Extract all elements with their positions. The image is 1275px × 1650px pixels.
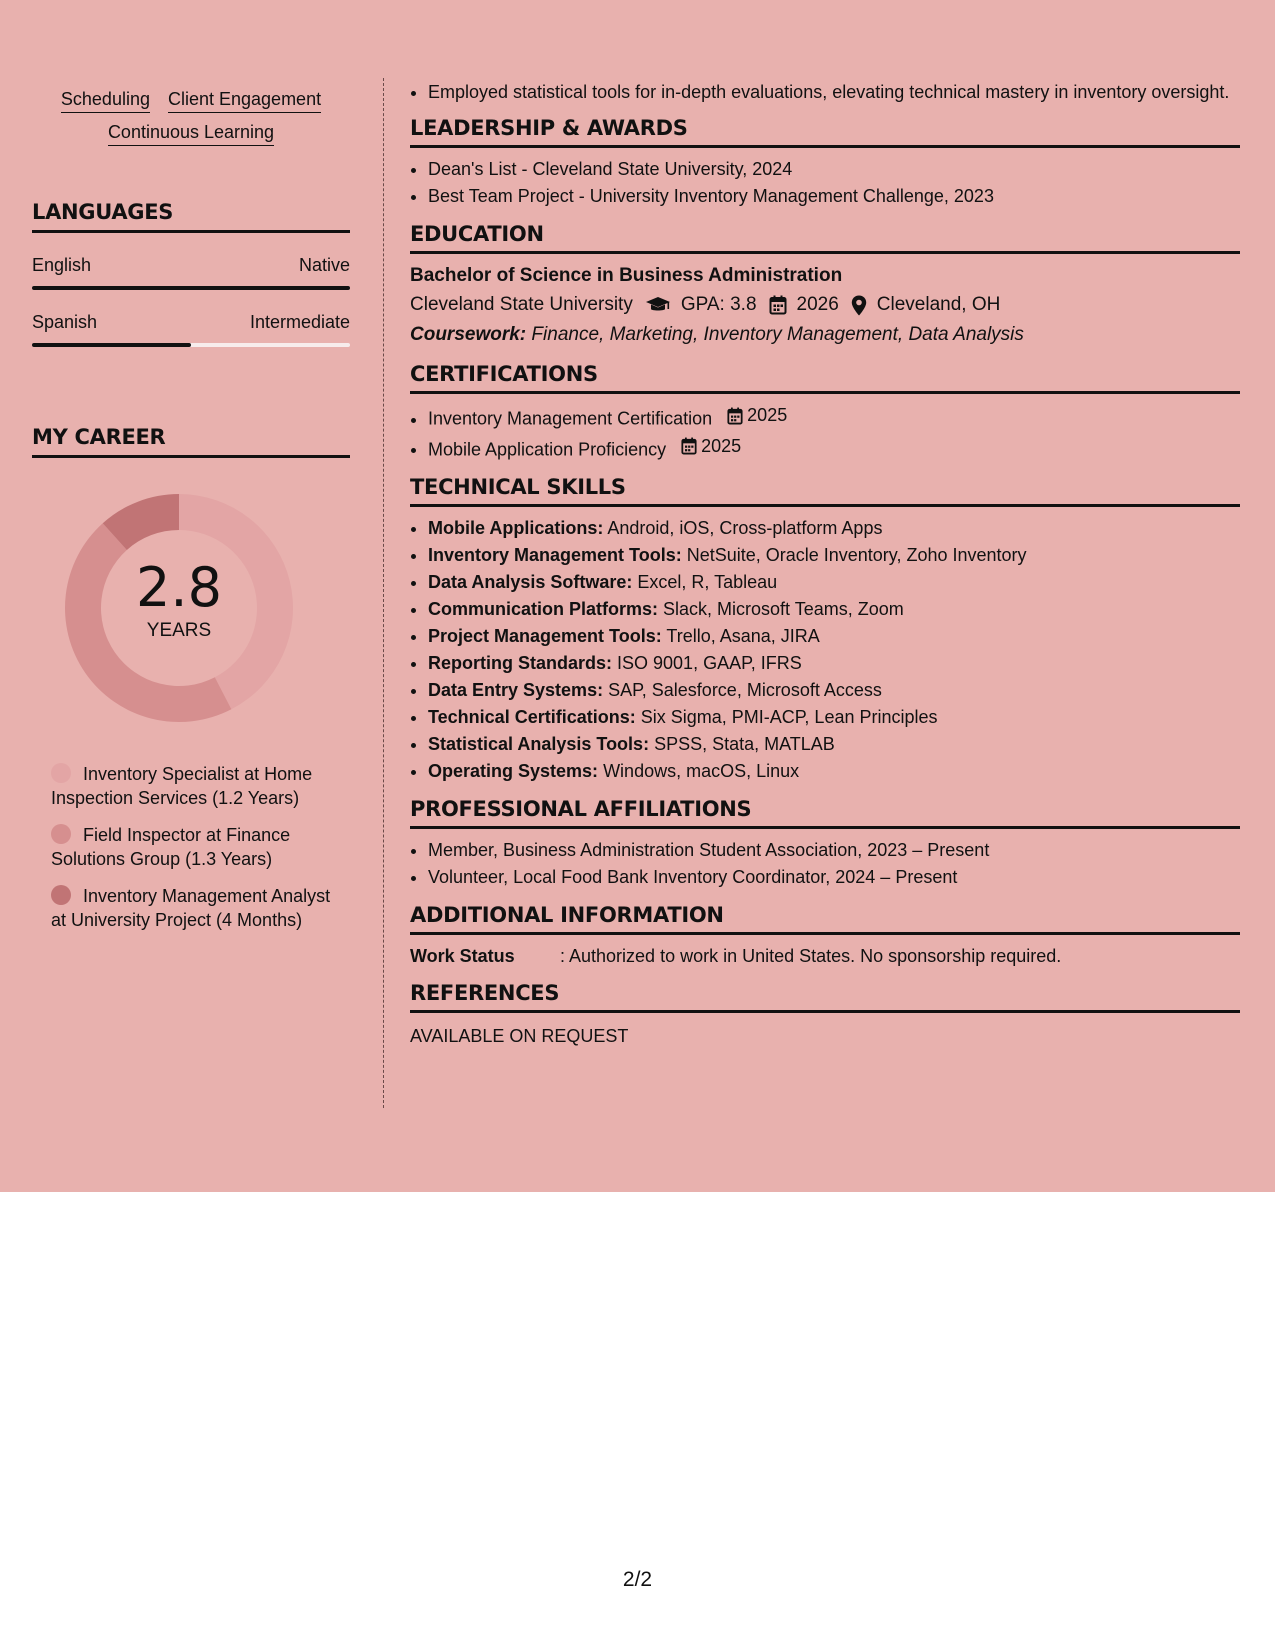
additional-info-section: [410, 903, 1240, 969]
skill-value: Windows, macOS, Linux: [598, 761, 800, 781]
work-status-value: : Authorized to work in United States. No sponsorship required.: [560, 946, 1062, 966]
skill-tag: Client Engagement: [168, 88, 321, 113]
career-role: Inventory Management Analyst at University Project (4 Months): [51, 886, 331, 930]
skill-label: Operating Systems:: [428, 761, 599, 781]
skill-label: Technical Certifications:: [428, 707, 636, 727]
skill-label: Data Analysis Software:: [428, 572, 633, 592]
main-content: [410, 78, 1240, 1049]
column-divider: [383, 78, 384, 1108]
language-item: [32, 255, 350, 290]
skill-value: NetSuite, Oracle Inventory, Zoho Inventory: [681, 545, 1027, 565]
languages-title: LANGUAGES: [32, 200, 350, 233]
gpa: GPA: 3.8: [680, 294, 757, 315]
education-details: [410, 290, 1240, 320]
language-level-fill: [32, 286, 350, 290]
career-legend-item: [51, 823, 341, 871]
legend-dot: [51, 763, 71, 783]
degree-name: Bachelor of Science in Business Administration: [410, 265, 843, 286]
career-title: MY CAREER: [32, 425, 350, 458]
career-legend-item: [51, 884, 341, 932]
skill-tag: Scheduling: [61, 88, 150, 113]
legend-dot: [51, 824, 71, 844]
affiliation-item: • Member, Business Administration Student Association, 2023 – Present: [428, 837, 1240, 864]
award-item: • Dean's List - Cleveland State University, 2024: [428, 156, 1240, 183]
certifications-section: [410, 362, 1240, 463]
coursework: [410, 320, 1240, 350]
language-level-bar: [32, 286, 350, 290]
skill-item: [428, 596, 1240, 623]
affiliations-title: PROFESSIONAL AFFILIATIONS: [410, 797, 1240, 829]
leadership-title: LEADERSHIP & AWARDS: [410, 116, 1240, 148]
skill-item: [428, 704, 1240, 731]
skill-tag: Continuous Learning: [108, 121, 274, 146]
career-total-value: 2.8: [136, 556, 222, 619]
school-name: Cleveland State University: [410, 294, 633, 315]
language-name: English: [32, 255, 92, 275]
work-status-label: Work Status: [410, 946, 515, 966]
career-legend-item: [51, 762, 341, 810]
leadership-section: [410, 116, 1240, 210]
skill-item: [428, 569, 1240, 596]
certification-item: [428, 433, 1240, 464]
certification-year: 2025: [747, 405, 788, 425]
certification-name: Inventory Management Certification: [428, 408, 713, 429]
skill-item: [428, 758, 1240, 785]
skill-item: [428, 542, 1240, 569]
skill-item: [428, 515, 1240, 542]
map-pin-icon: [851, 295, 867, 316]
career-role: Inventory Specialist at Home Inspection Services (1.2 Years): [51, 764, 313, 808]
coursework-label: Coursework:: [410, 324, 527, 345]
skill-label: Statistical Analysis Tools:: [428, 734, 650, 754]
skill-value: SPSS, Stata, MATLAB: [649, 734, 835, 754]
skill-item: [428, 623, 1240, 650]
skill-label: Data Entry Systems:: [428, 680, 604, 700]
affiliations-section: [410, 797, 1240, 891]
references-section: [410, 981, 1240, 1049]
language-level: Native: [298, 255, 350, 275]
skill-value: Excel, R, Tableau: [632, 572, 778, 592]
certifications-title: CERTIFICATIONS: [410, 362, 1240, 394]
skill-label: Project Management Tools:: [428, 626, 662, 646]
calendar-icon: [681, 437, 697, 455]
references-text: AVAILABLE ON REQUEST: [410, 1026, 629, 1046]
skill-value: ISO 9001, GAAP, IFRS: [612, 653, 802, 673]
career-role: Field Inspector at Finance Solutions Group (1.3 Years): [51, 825, 291, 869]
calendar-icon: [769, 295, 787, 315]
skill-label: Communication Platforms:: [428, 599, 659, 619]
skill-value: Slack, Microsoft Teams, Zoom: [658, 599, 904, 619]
award-item: • Best Team Project - University Inventory Management Challenge, 2023: [428, 183, 1240, 210]
coursework-list: Finance, Marketing, Inventory Management, Data Analysis: [526, 324, 1024, 345]
skill-item: [428, 731, 1240, 758]
experience-bullets: [410, 78, 1240, 104]
sidebar: [32, 78, 350, 945]
skill-value: Android, iOS, Cross-platform Apps: [603, 518, 883, 538]
references-title: REFERENCES: [410, 981, 1240, 1013]
language-item: [32, 312, 350, 347]
career-legend: [51, 762, 341, 932]
legend-dot: [51, 885, 71, 905]
skill-value: SAP, Salesforce, Microsoft Access: [603, 680, 882, 700]
language-level: Intermediate: [249, 312, 350, 332]
language-level-fill: [32, 343, 191, 347]
skill-label: Inventory Management Tools:: [428, 545, 682, 565]
certification-item: [428, 402, 1240, 433]
page-number: 2/2: [622, 1568, 653, 1591]
education-title: EDUCATION: [410, 222, 1240, 254]
skill-label: Mobile Applications:: [428, 518, 604, 538]
career-total-unit: YEARS: [146, 620, 212, 641]
language-name: Spanish: [32, 312, 98, 332]
graduation-year: 2026: [796, 294, 839, 315]
career-donut-chart: [59, 488, 299, 728]
graduation-cap-icon: [645, 296, 671, 314]
skill-value: Trello, Asana, JIRA: [661, 626, 820, 646]
skill-label: Reporting Standards:: [428, 653, 613, 673]
education-section: [410, 222, 1240, 350]
skill-item: [428, 650, 1240, 677]
certification-year: 2025: [701, 435, 742, 456]
language-level-bar: [32, 343, 350, 347]
skill-item: [428, 677, 1240, 704]
experience-bullet: • Employed statistical tools for in-depth evaluations, elevating technical mastery in inventory oversight.: [428, 78, 1240, 104]
skills-tags: [32, 78, 350, 146]
work-status: [410, 943, 1240, 969]
skill-value: Six Sigma, PMI-ACP, Lean Principles: [635, 707, 938, 727]
school-location: Cleveland, OH: [876, 294, 1001, 315]
technical-skills-section: [410, 475, 1240, 785]
technical-skills-title: TECHNICAL SKILLS: [410, 475, 1240, 507]
calendar-icon: [727, 407, 743, 425]
additional-info-title: ADDITIONAL INFORMATION: [410, 903, 1240, 935]
affiliation-item: • Volunteer, Local Food Bank Inventory Coordinator, 2024 – Present: [428, 864, 1240, 891]
certification-name: Mobile Application Proficiency: [428, 439, 667, 459]
